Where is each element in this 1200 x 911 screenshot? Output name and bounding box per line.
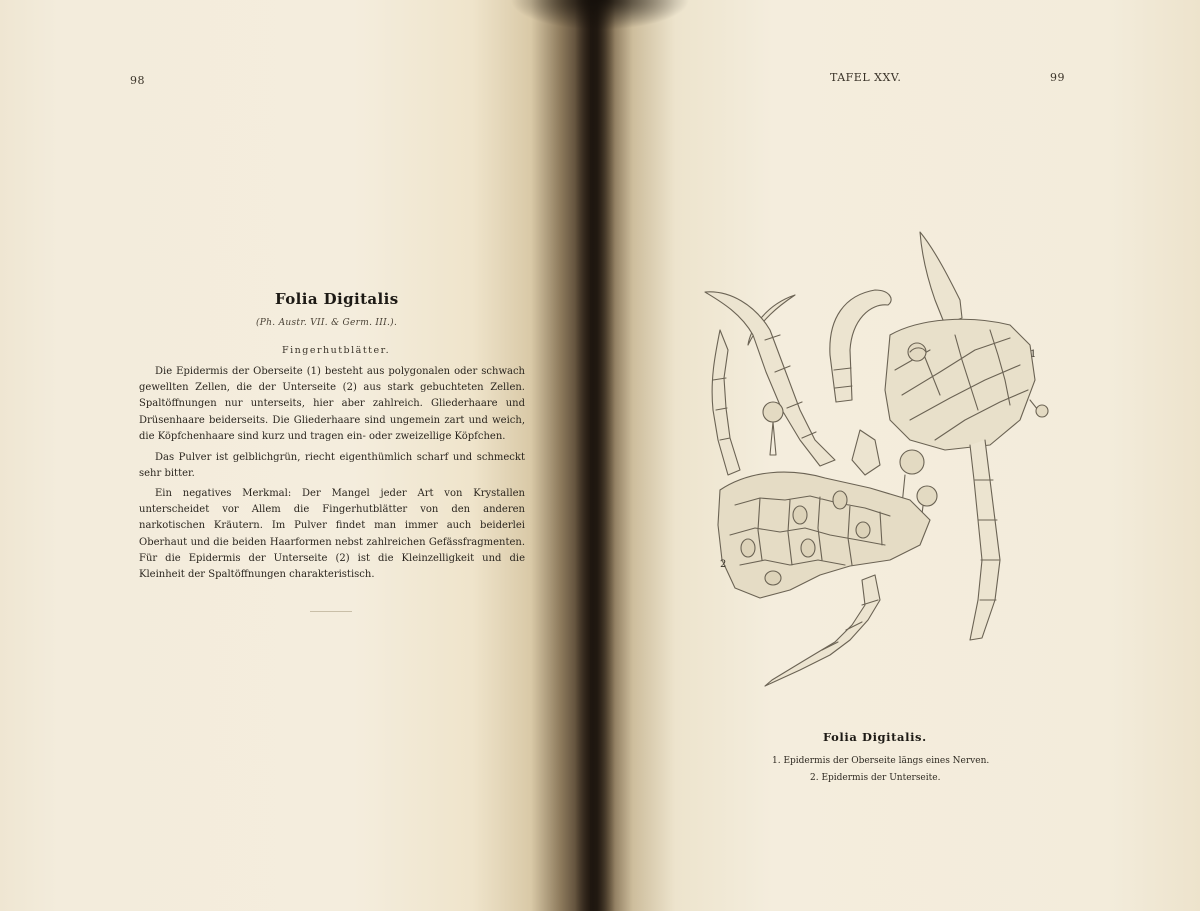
plate-header: TAFEL XXV. [830,71,902,84]
paragraph-merkmal: Ein negatives Merkmal: Der Mangel jeder Art von Krystallen unterscheidet vor Allem die Fingerhutblätter von den anderen narkotischen Kräutern. Im Pulver findet man immer auch beiderlei Oberhaut und die beiden Haarformen nebst zahlreichen Gefässfragmenten. Für die Epidermis der Unterseite (2) ist die Kleinzelligkeit und die Kleinheit der Spaltöffnungen charakteristisch. [139,488,525,581]
right-page-number: 99 [1050,71,1065,84]
plate-title: Folia Digitalis. [823,730,927,744]
book-gutter [575,0,615,911]
caption-2: 2. Epidermis der Unterseite. [810,773,941,783]
left-page-number: 98 [130,74,145,87]
caption-1: 1. Epidermis der Oberseite längs eines Nerven. [772,756,990,766]
page-title: Folia Digitalis [275,290,399,308]
figure-label-1: 1 [1030,349,1037,360]
gutter-shadow [510,0,690,30]
german-name: Fingerhutblätter. [282,345,391,356]
lower-epidermis-figure [718,472,930,686]
paragraph-pulver: Das Pulver ist gelblichgrün, riecht eigenthümlich scharf und schmeckt sehr bitter. [139,452,525,480]
figure-label-2: 2 [720,559,727,570]
end-rule [310,611,352,612]
paragraph-epidermis: Die Epidermis der Oberseite (1) besteht aus polygonalen oder schwach gewellten Zellen, die der Unterseite (2) aus stark gebuchteten Zellen. Spaltöffnungen nur unterseits, hier aber zahlreich. Gliederhaare und Drüsenhaare beiderseits. Die Gliederhaare sind ungemein zart und weich, die Köpfchenhaare sind kurz und tragen ein- oder zweizellige Köpfchen. [139,366,525,442]
left-page [0,0,590,911]
pharmacopoeia-reference: (Ph. Austr. VII. & Germ. III.). [256,318,398,328]
right-page [590,0,1200,911]
